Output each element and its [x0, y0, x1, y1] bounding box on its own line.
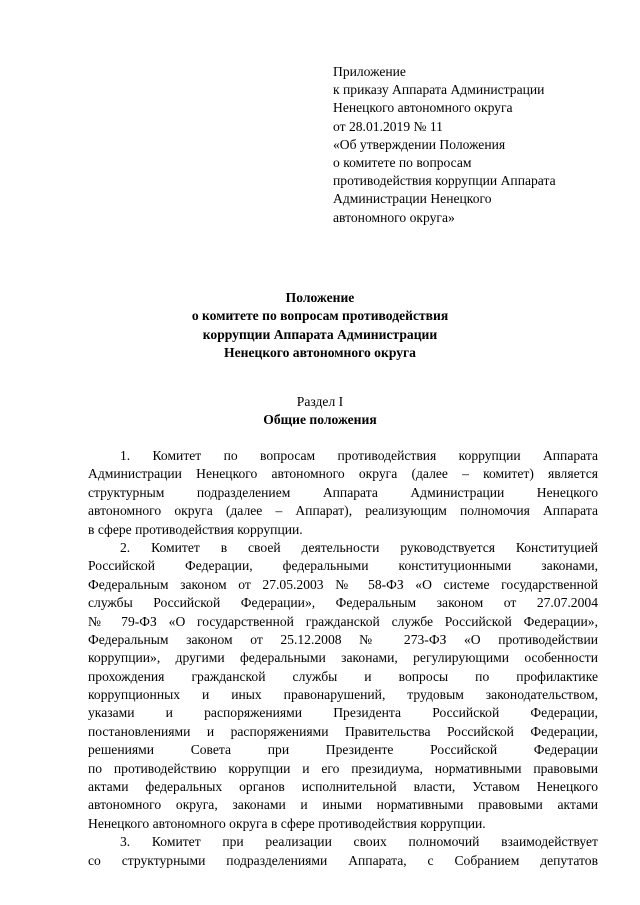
- body-line: в сфере противодействия коррупции.: [88, 521, 303, 537]
- section-header: [0, 393, 640, 430]
- appendix-line: Ненецкого автономного округа: [333, 100, 513, 116]
- body-line: постановлениями и распоряжениями Правительства Российской Федерации,: [88, 723, 598, 739]
- appendix-line: к приказу Аппарата Администрации: [333, 82, 545, 98]
- appendix-line: противодействия коррупции Аппарата: [333, 173, 556, 189]
- section-number: Раздел I: [296, 394, 344, 409]
- body-line: Ненецкого автономного округа в сфере противодействия коррупции.: [88, 815, 486, 831]
- body-line: структурным подразделением Аппарата Администрации Ненецкого: [88, 484, 598, 500]
- body-line: указами и распоряжениями Президента Российской Федерации,: [88, 705, 598, 721]
- body-line: коррупционных и иных правонарушений, трудовым законодательством,: [88, 687, 598, 703]
- body-line: по противодействию коррупции и его президиума, нормативными правовыми: [88, 760, 598, 776]
- body-line: Российской Федерации, федеральными конституционными законами,: [88, 558, 598, 574]
- appendix-line: «Об утверждении Положения: [333, 136, 506, 152]
- body-line: 2. Комитет в своей деятельности руководствуется Конституцией: [120, 539, 598, 555]
- appendix-line: от 28.01.2019 № 11: [333, 118, 443, 134]
- appendix-block: [333, 63, 633, 227]
- body-line: 3. Комитет при реализации своих полномочий взаимодействует: [120, 834, 598, 850]
- body-line: со структурными подразделениями Аппарата, с Собранием депутатов: [88, 852, 598, 868]
- section-heading: Общие положения: [263, 412, 377, 428]
- body-line: прохождения гражданской службы и вопросы по профилактике: [88, 668, 598, 684]
- body-line: решениями Совета при Президенте Российской Федерации: [88, 742, 598, 758]
- body-text: [88, 447, 598, 870]
- body-line: автономного округа, законами и иными нормативными правовыми актами: [88, 797, 598, 813]
- appendix-line: Приложение: [333, 64, 406, 79]
- body-line: Федеральным законом от 25.12.2008 № 273-ФЗ «О противодействии: [88, 631, 598, 647]
- body-line: № 79-ФЗ «О государственной гражданской службе Российской Федерации»,: [88, 613, 598, 629]
- appendix-line: автономного округа»: [333, 209, 455, 225]
- body-line: 1. Комитет по вопросам противодействия коррупции Аппарата: [120, 448, 598, 463]
- body-line: Федеральным законом от 27.05.2003 № 58-ФЗ «О системе государственной: [88, 576, 598, 592]
- body-line: автономного округа (далее – Аппарат), реализующим полномочия Аппарата: [88, 503, 598, 519]
- body-line: службы Российской Федерации», Федеральным законом от 27.07.2004: [88, 595, 598, 611]
- title-line: Ненецкого автономного округа: [224, 345, 416, 361]
- document-title: [0, 289, 640, 363]
- body-line: коррупции», другими федеральными законами, регулирующими особенности: [88, 650, 598, 666]
- appendix-line: Администрации Ненецкого: [333, 191, 492, 207]
- title-line: о комитете по вопросам противодействия: [191, 308, 449, 324]
- appendix-line: о комитете по вопросам: [333, 155, 472, 171]
- body-line: актами федеральных органов исполнительной власти, Уставом Ненецкого: [88, 779, 598, 795]
- title-line: Положение: [285, 290, 355, 305]
- title-line: коррупции Аппарата Администрации: [202, 326, 438, 342]
- body-line: Администрации Ненецкого автономного округа (далее – комитет) является: [88, 466, 598, 482]
